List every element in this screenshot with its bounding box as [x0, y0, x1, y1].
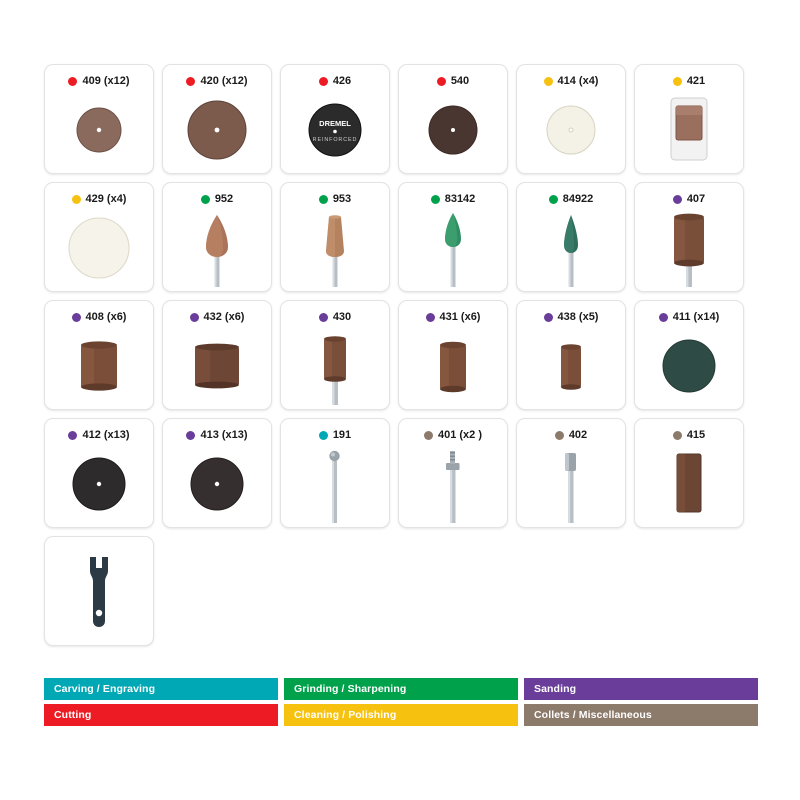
accessory-card[interactable]: [44, 418, 154, 528]
accessory-code: 412 (x13): [82, 428, 130, 441]
accessory-image-reinforced-wheel: [281, 91, 389, 169]
category-dot-icon: [186, 431, 195, 440]
svg-text:REINFORCED: REINFORCED: [312, 137, 358, 143]
accessory-image-sanding-band-narrow: [399, 327, 507, 405]
accessory-card[interactable]: [398, 418, 508, 528]
accessory-image-engraving-cutter: [281, 445, 389, 523]
accessory-code: 420 (x12): [200, 74, 248, 87]
accessory-card[interactable]: [280, 300, 390, 410]
accessory-code: 952: [214, 192, 234, 205]
accessory-card[interactable]: [634, 418, 744, 528]
accessory-code: 409 (x12): [82, 74, 130, 87]
accessory-card-header: [399, 310, 507, 324]
accessory-code: 421: [686, 74, 706, 87]
accessory-image-sanding-band-wide: [45, 327, 153, 405]
accessory-image-cutwheel-brown: [45, 91, 153, 169]
accessory-card[interactable]: [280, 418, 390, 528]
accessory-card-header: [399, 192, 507, 206]
accessory-code: 432 (x6): [203, 310, 245, 323]
accessory-image-grind-cylinder-tan: [281, 209, 389, 287]
category-dot-icon: [72, 313, 81, 322]
accessory-code: 407: [686, 192, 706, 205]
category-dot-icon: [431, 195, 440, 204]
accessory-image-cutwheel-brown-lg: [163, 91, 271, 169]
accessory-card-header: [517, 192, 625, 206]
accessory-card-header: [45, 192, 153, 206]
accessory-image-sanding-drum-narrow: [281, 327, 389, 405]
accessory-code: 426: [332, 74, 352, 87]
category-dot-icon: [186, 77, 195, 86]
accessory-card-header: [517, 74, 625, 88]
accessory-code: 413 (x13): [200, 428, 248, 441]
accessory-code: 84922: [562, 192, 594, 205]
accessory-code: 430: [332, 310, 352, 323]
accessory-code: 83142: [444, 192, 476, 205]
legend-label: Carving / Engraving: [54, 683, 156, 695]
accessory-image-polish-compound: [635, 91, 743, 169]
accessory-image-felt-wheel: [517, 91, 625, 169]
accessory-card[interactable]: [44, 64, 154, 174]
legend-item: [44, 678, 278, 700]
accessory-card[interactable]: [398, 64, 508, 174]
accessory-image-sanding-band-small: [517, 327, 625, 405]
accessory-image-sanding-disc-dark: [45, 445, 153, 523]
category-dot-icon: [555, 431, 564, 440]
accessory-code: 401 (x2 ): [437, 428, 483, 441]
accessory-code: 411 (x14): [672, 310, 720, 323]
accessory-image-mandrel-plain: [517, 445, 625, 523]
accessory-card-header: [399, 428, 507, 442]
accessory-code: 953: [332, 192, 352, 205]
category-dot-icon: [72, 195, 81, 204]
category-dot-icon: [424, 431, 433, 440]
accessory-card-header: [45, 74, 153, 88]
accessory-card-header: [517, 428, 625, 442]
legend-item: [284, 678, 518, 700]
legend-label: Collets / Miscellaneous: [534, 709, 652, 721]
category-dot-icon: [544, 77, 553, 86]
category-dot-icon: [190, 313, 199, 322]
category-dot-icon: [437, 77, 446, 86]
accessory-card-header: [281, 192, 389, 206]
category-dot-icon: [319, 313, 328, 322]
category-dot-icon: [201, 195, 210, 204]
accessory-code: 408 (x6): [85, 310, 127, 323]
category-dot-icon: [544, 313, 553, 322]
accessory-card[interactable]: [162, 418, 272, 528]
accessory-card[interactable]: [44, 182, 154, 292]
category-dot-icon: [319, 77, 328, 86]
accessory-card-header: [635, 74, 743, 88]
legend-item: [44, 704, 278, 726]
accessory-code: 540: [450, 74, 470, 87]
accessory-image-cutwheel-dark: [399, 91, 507, 169]
accessory-card[interactable]: [516, 64, 626, 174]
accessory-card[interactable]: [634, 182, 744, 292]
accessory-card[interactable]: [516, 300, 626, 410]
legend-label: Sanding: [534, 683, 577, 695]
category-dot-icon: [673, 195, 682, 204]
accessory-card[interactable]: [162, 64, 272, 174]
accessory-card-header: [281, 428, 389, 442]
accessory-code: 438 (x5): [557, 310, 599, 323]
category-dot-icon: [673, 431, 682, 440]
legend-item: [524, 704, 758, 726]
accessory-image-dressing-stone: [635, 445, 743, 523]
accessory-code: 414 (x4): [557, 74, 599, 87]
category-dot-icon: [68, 77, 77, 86]
accessory-code: 402: [568, 428, 588, 441]
accessory-image-wrench: [45, 541, 153, 641]
accessory-image-grind-cone-tan: [163, 209, 271, 287]
accessory-card[interactable]: [44, 300, 154, 410]
accessory-card-header: [635, 310, 743, 324]
accessory-code: 429 (x4): [85, 192, 127, 205]
accessory-image-mandrel-screw: [399, 445, 507, 523]
accessory-card-header: [45, 310, 153, 324]
accessory-image-sanding-disc-dark2: [163, 445, 271, 523]
accessory-card-header: [399, 74, 507, 88]
accessory-image-sanding-disc-darkgreen: [635, 327, 743, 405]
accessory-card[interactable]: [280, 182, 390, 292]
accessory-card[interactable]: [516, 182, 626, 292]
accessory-card-header: [635, 192, 743, 206]
accessory-card[interactable]: [398, 300, 508, 410]
accessory-image-felt-wheel-lg: [45, 209, 153, 287]
accessory-code: 191: [332, 428, 352, 441]
category-dot-icon: [319, 431, 328, 440]
category-dot-icon: [673, 77, 682, 86]
accessory-code: 431 (x6): [439, 310, 481, 323]
accessory-card[interactable]: [634, 300, 744, 410]
category-legend: [44, 678, 760, 726]
accessory-card-header: [163, 310, 271, 324]
accessory-card[interactable]: [162, 300, 272, 410]
accessory-card-header: [281, 74, 389, 88]
accessory-card[interactable]: [516, 418, 626, 528]
category-dot-icon: [68, 431, 77, 440]
accessory-card-header: [281, 310, 389, 324]
legend-label: Grinding / Sharpening: [294, 683, 407, 695]
category-dot-icon: [659, 313, 668, 322]
accessory-code: 415: [686, 428, 706, 441]
accessory-card-header: [163, 192, 271, 206]
accessory-image-sanding-drum-wide: [635, 209, 743, 287]
svg-text:DREMEL: DREMEL: [319, 119, 351, 128]
accessory-image-sanding-band-square: [163, 327, 271, 405]
accessory-image-grind-cone-green: [517, 209, 625, 287]
accessory-card-header: [517, 310, 625, 324]
accessory-card-header: [635, 428, 743, 442]
legend-label: Cutting: [54, 709, 92, 721]
category-dot-icon: [319, 195, 328, 204]
accessory-image-grind-bullet-green: [399, 209, 507, 287]
accessory-grid: [44, 64, 760, 646]
legend-item: [284, 704, 518, 726]
accessory-card[interactable]: [162, 182, 272, 292]
accessory-card-wrench[interactable]: [44, 536, 154, 646]
accessory-card[interactable]: [280, 64, 390, 174]
legend-item: [524, 678, 758, 700]
accessory-card-header: [45, 428, 153, 442]
category-dot-icon: [426, 313, 435, 322]
accessory-card-header: [163, 74, 271, 88]
accessory-card-header: [163, 428, 271, 442]
category-dot-icon: [549, 195, 558, 204]
accessory-card[interactable]: [398, 182, 508, 292]
accessory-card[interactable]: [634, 64, 744, 174]
legend-label: Cleaning / Polishing: [294, 709, 397, 721]
